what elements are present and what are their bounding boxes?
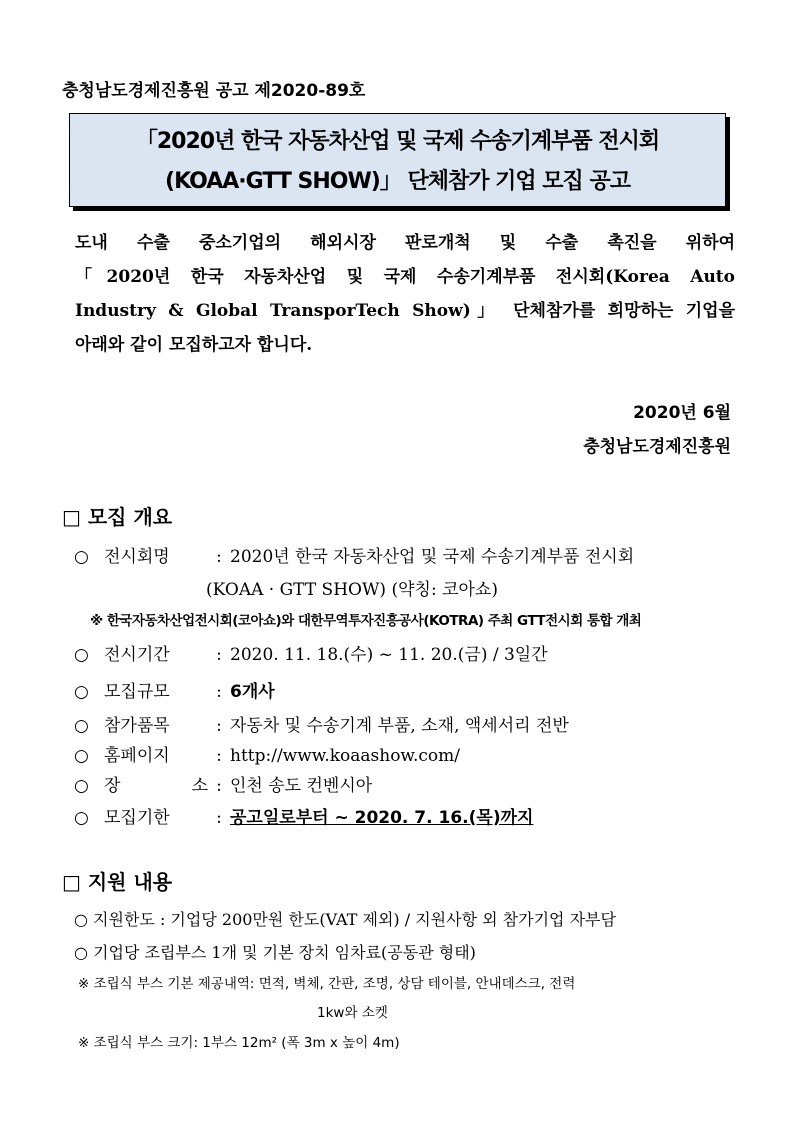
homepage-link[interactable]: http://www.koaashow.com/ (230, 746, 460, 766)
issuer-name: 충청남도경제진흥원 (583, 437, 731, 457)
item-separator: : (216, 682, 222, 702)
item-label: 참가품목 (104, 716, 170, 736)
support-item-booth: ○ 기업당 조립부스 1개 및 기본 장치 임차료(공동관 형태) (74, 943, 476, 962)
title-line-1: 「2020년 한국 자동차산업 및 국제 수송기계부품 전시회 (135, 129, 660, 154)
support-note-booth-size: ※ 조립식 부스 크기: 1부스 12m² (폭 3m x 높이 4m) (78, 1035, 400, 1051)
title-box (69, 113, 726, 207)
support-note-booth-contents: ※ 조립식 부스 기본 제공내역: 면적, 벽체, 간판, 조명, 상담 테이블, 안내데스크, 전력 (78, 976, 576, 992)
item-label: 장 소 (104, 776, 208, 796)
overview-item-period (74, 640, 548, 665)
bullet: ○ (74, 776, 89, 796)
item-value: 공고일로부터 ~ 2020. 7. 16.(목)까지 (230, 808, 534, 828)
item-value: 인천 송도 컨벤시아 (230, 776, 373, 796)
item-value: 자동차 및 수송기계 부품, 소재, 액세서리 전반 (230, 716, 569, 736)
bullet: ○ (74, 645, 89, 665)
bullet: ○ (74, 682, 89, 702)
overview-item-deadline (74, 803, 533, 828)
bullet: ○ (74, 547, 89, 567)
bullet: ○ (74, 808, 89, 828)
announcement-date: 2020년 6월 (633, 403, 731, 423)
overview-item-venue (74, 771, 372, 796)
item-label: 전시기간 (104, 645, 170, 665)
item-separator: : (216, 716, 222, 736)
overview-item-products (74, 711, 569, 736)
overview-item-exhibition-name (74, 542, 634, 567)
item-label: 전시회명 (104, 547, 170, 567)
item-label: 홈페이지 (104, 746, 170, 766)
overview-item-homepage (74, 741, 460, 766)
section-heading-overview: □ 모집 개요 (62, 505, 173, 529)
item-value: 2020년 한국 자동차산업 및 국제 수송기계부품 전시회 (230, 547, 635, 567)
overview-note: ※ 한국자동차산업전시회(코아쇼)와 대한무역투자진흥공사(KOTRA) 주최 GTT전시회 통합 개최 (90, 613, 642, 629)
intro-line-4: 아래와 같이 모집하고자 합니다. (75, 335, 313, 355)
overview-item-exhibition-name-cont: (KOAA · GTT SHOW) (약칭: 코아쇼) (206, 580, 498, 600)
item-separator: : (216, 776, 222, 796)
intro-line-2: 「2020년 한국 자동차산업 및 국제 수송기계부품 전시회(Korea Auto (75, 267, 735, 287)
support-item-limit: ○ 지원한도 : 기업당 200만원 한도(VAT 제외) / 지원사항 외 참가기업 자부담 (74, 910, 616, 929)
item-value: 2020. 11. 18.(수) ~ 11. 20.(금) / 3일간 (230, 645, 548, 665)
support-note-booth-contents-cont: 1kw와 소켓 (317, 1005, 388, 1021)
item-label: 모집규모 (104, 682, 170, 702)
notice-number: 충청남도경제진흥원 공고 제2020-89호 (62, 81, 366, 101)
intro-line-1: 도내 수출 중소기업의 해외시장 판로개척 및 수출 촉진을 위하여 (75, 233, 735, 253)
bullet: ○ (74, 716, 89, 736)
item-separator: : (216, 808, 222, 828)
item-separator: : (216, 547, 222, 567)
title-line-2: (KOAA·GTT SHOW)」 단체참가 기업 모집 공고 (165, 169, 630, 194)
section-heading-support: □ 지원 내용 (62, 870, 173, 894)
item-label: 모집기한 (104, 808, 170, 828)
intro-line-3: Industry & Global TransporTech Show)」 단체참가를 희망하는 기업을 (75, 301, 735, 321)
item-separator: : (216, 645, 222, 665)
item-value: 6개사 (230, 682, 275, 702)
bullet: ○ (74, 746, 89, 766)
item-separator: : (216, 746, 222, 766)
overview-item-scale (74, 677, 275, 702)
